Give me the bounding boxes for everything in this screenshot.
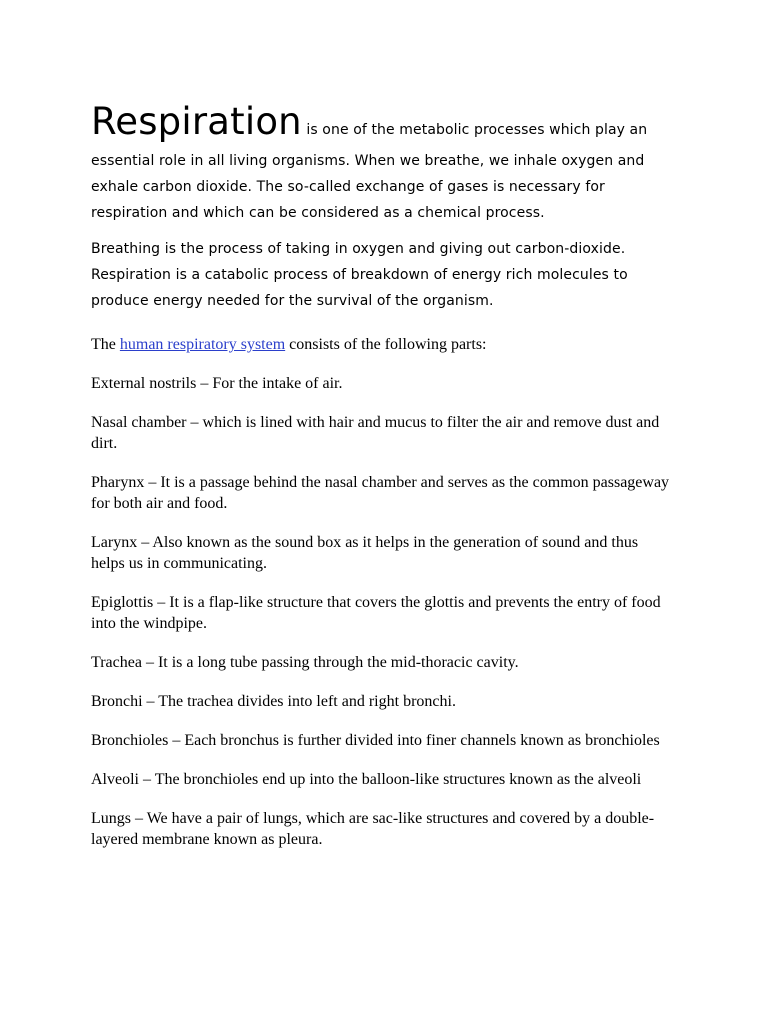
breathing-paragraph: Breathing is the process of taking in oxygen and giving out carbon-dioxide. Respiration is a catabolic process of breakdown of energy rich molecules to produce energy needed for the survival of the organism. bbox=[91, 241, 628, 309]
part-external-nostrils: External nostrils – For the intake of air. bbox=[91, 375, 343, 392]
part-trachea: Trachea – It is a long tube passing through the mid-thoracic cavity. bbox=[91, 654, 519, 671]
part-nasal-chamber: Nasal chamber – which is lined with hair and mucus to filter the air and remove dust and dirt. bbox=[91, 414, 660, 452]
lead-prefix: The bbox=[91, 336, 120, 353]
document-page bbox=[91, 96, 671, 850]
part-pharynx: Pharynx – It is a passage behind the nasal chamber and serves as the common passageway for both air and food. bbox=[91, 474, 670, 512]
respiratory-system-lead bbox=[91, 334, 671, 355]
part-lungs: Lungs – We have a pair of lungs, which are sac-like structures and covered by a double-layered membrane known as pleura. bbox=[91, 810, 655, 848]
part-bronchi: Bronchi – The trachea divides into left and right bronchi. bbox=[91, 693, 456, 710]
document-title: Respiration bbox=[91, 100, 302, 143]
lead-suffix: consists of the following parts: bbox=[285, 336, 487, 353]
part-epiglottis: Epiglottis – It is a flap-like structure that covers the glottis and prevents the entry of food into the windpipe. bbox=[91, 594, 661, 632]
part-bronchioles: Bronchioles – Each bronchus is further divided into finer channels known as bronchioles bbox=[91, 732, 660, 749]
intro-title-continuation: is one of the metabolic processes which play an bbox=[301, 122, 648, 138]
part-larynx: Larynx – Also known as the sound box as it helps in the generation of sound and thus helps us in communicating. bbox=[91, 534, 639, 572]
intro-paragraph bbox=[91, 96, 671, 226]
part-alveoli: Alveoli – The bronchioles end up into the balloon-like structures known as the alveoli bbox=[91, 771, 642, 788]
human-respiratory-system-link[interactable]: human respiratory system bbox=[119, 336, 286, 353]
intro-rest-text: essential role in all living organisms. When we breathe, we inhale oxygen and exhale carbon dioxide. The so-called exchange of gases is necessary for respiration and which can be considered as a chemical process. bbox=[91, 153, 645, 221]
intro-first-line bbox=[91, 96, 671, 148]
